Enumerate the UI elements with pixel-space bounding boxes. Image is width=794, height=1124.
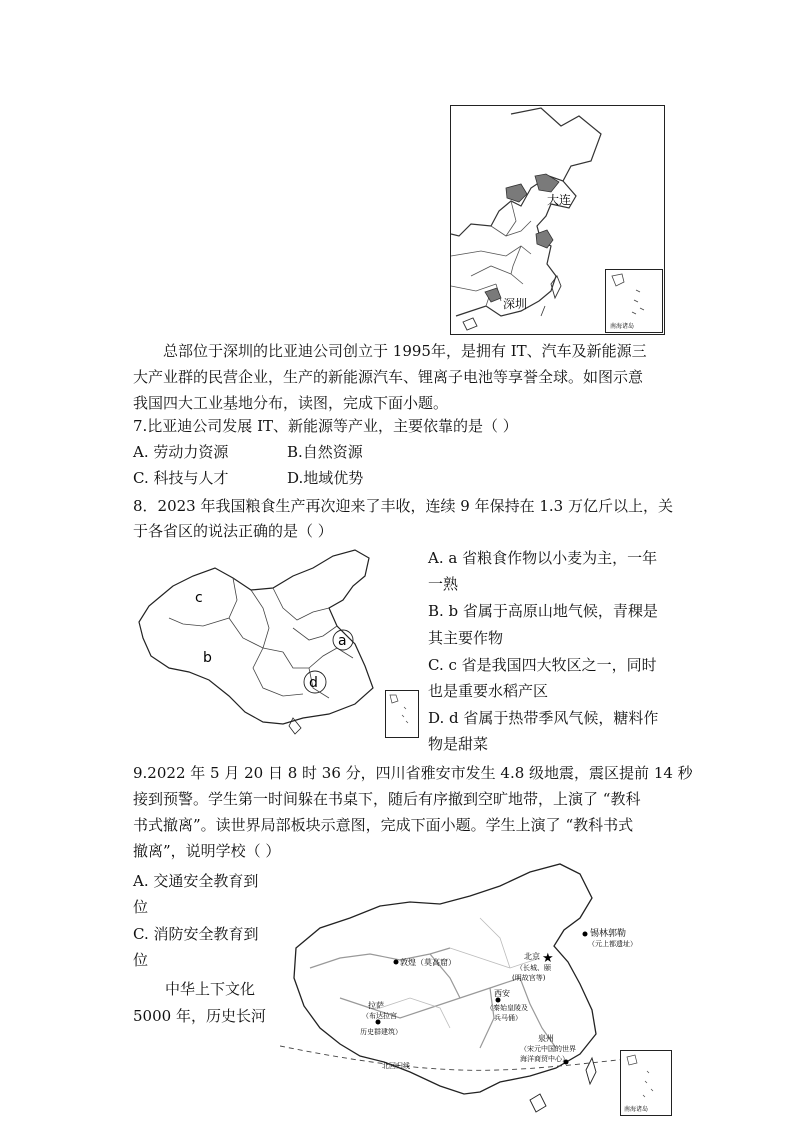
heritage-site-map [280, 858, 672, 1120]
fragment-line-1: 中华上下文化 [165, 980, 256, 998]
inset-label: 南海诸岛 [624, 1106, 649, 1113]
label-dalian: 大连 [547, 193, 572, 207]
label-quanzhou: 泉州 [538, 1034, 554, 1043]
hainan-island [463, 318, 477, 330]
hainan-island [530, 1094, 546, 1112]
q9-stem-line-1: 9.2022 年 5 月 20 日 8 时 36 分，四川省雅安市发生 4.8 级地震，震区提前 14 秒 [133, 764, 693, 782]
label-lasa-note-2: 历史群建筑） [360, 1028, 402, 1036]
q9-stem-line-4: 撤离”，说明学校（ ） [133, 842, 281, 860]
label-quanzhou-note-2: 海洋商贸中心） [520, 1055, 569, 1063]
q8-option-c-line-1[interactable]: C. c 省是我国四大牧区之一，同时 [428, 656, 657, 674]
q7-stem: 7.比亚迪公司发展 IT、新能源等产业，主要依靠的是（ ） [133, 417, 518, 435]
tropic-of-cancer [280, 1046, 672, 1070]
province-label-c: c [195, 590, 203, 606]
base-zhujiang [485, 288, 501, 302]
q7-option-d[interactable]: D.地域优势 [287, 469, 364, 487]
q8-option-b-line-1[interactable]: B. b 省属于高原山地气候，青稞是 [428, 602, 658, 620]
fragment-line-2: 5000 年，历史长河 [133, 1007, 266, 1025]
province-label-d: d [309, 675, 318, 691]
q8-option-a-line-1[interactable]: A. a 省粮食作物以小麦为主，一年 [428, 549, 658, 567]
label-beijing-note-1: （长城、颐 [516, 964, 551, 972]
q9-stem-line-3: 书式撤离”。读世界局部板块示意图，完成下面小题。学生上演了 “教科书式 [133, 816, 634, 834]
label-dunhuang: 敦煌（莫高窟） [400, 958, 456, 967]
inset-label: 南海诸岛 [610, 323, 635, 330]
q9-option-a-line-1[interactable]: A. 交通安全教育到 [133, 872, 259, 890]
industrial-base-map [450, 105, 665, 335]
q9-stem-line-2: 接到预警。学生第一时间躲在书桌下，随后有序撤到空旷地带，上演了 “教科 [133, 790, 641, 808]
label-lasa-note-1: （布达拉宫 [362, 1012, 397, 1020]
base-jingjintang [506, 184, 527, 202]
q7-option-b[interactable]: B.自然资源 [287, 443, 363, 461]
q9-option-c-line-2: 位 [133, 951, 149, 969]
base-liaozhongnan [535, 174, 559, 192]
label-beijing: 北京 [524, 952, 540, 961]
intro-line-1: 总部位于深圳的比亚迪公司创立于 1995年，是拥有 IT、汽车及新能源三 [163, 342, 647, 360]
q8-option-d-line-2: 物是甜菜 [428, 735, 489, 753]
label-shenzhen: 深圳 [503, 297, 528, 311]
china-map-inset [385, 690, 419, 738]
label-xian-note-2: 兵马俑） [494, 1014, 522, 1022]
site-marker-lasa [376, 1020, 381, 1025]
q9-option-a-line-2: 位 [133, 898, 149, 916]
intro-line-2: 大产业群的民营企业，生产的新能源汽车、锂离子电池等享誉全球。如图示意 [133, 368, 644, 386]
china-province-map [133, 548, 423, 740]
heritage-map-inset [620, 1050, 672, 1116]
label-xilinguole-note: （元上都遗址） [588, 940, 637, 948]
q8-option-c-line-2: 也是重要水稻产区 [428, 682, 549, 700]
q8-option-a-line-2: 一熟 [428, 575, 459, 593]
province-label-a: a [338, 633, 347, 649]
q8-option-d-line-1[interactable]: D. d 省属于热带季风气候，糖料作 [428, 709, 659, 727]
border-north [451, 108, 601, 236]
label-quanzhou-note-1: （宋元中国的世界 [520, 1045, 576, 1053]
taiwan-island [586, 1058, 596, 1084]
label-xilinguole: 锡林郭勒 [590, 929, 627, 939]
hainan-island [289, 718, 301, 734]
q8-stem-line-2: 于各省区的说法正确的是（ ） [133, 522, 333, 540]
label-xian: 西安 [494, 989, 510, 998]
site-marker-xian [496, 998, 501, 1003]
label-xian-note-1: （秦始皇陵及 [486, 1004, 528, 1012]
label-lasa: 拉萨 [368, 1001, 384, 1010]
q7-option-a[interactable]: A. 劳动力资源 [133, 443, 229, 461]
q9-option-c-line-1[interactable]: C. 消防安全教育到 [133, 925, 259, 943]
q7-option-c[interactable]: C. 科技与人才 [133, 469, 229, 487]
q8-option-b-line-2: 其主要作物 [428, 629, 504, 647]
south-china-sea-inset [605, 269, 663, 333]
province-label-b: b [203, 650, 212, 666]
capital-star-icon: ★ [542, 951, 554, 966]
q8-stem-line-1: 8．2023 年我国粮食生产再次迎来了丰收，连续 9 年保持在 1.3 万亿斤以上，关 [133, 497, 673, 515]
site-marker-dunhuang [394, 960, 399, 965]
intro-line-3: 我国四大工业基地分布，读图，完成下面小题。 [133, 394, 449, 412]
label-tropic-of-cancer: 北回归线 [382, 1062, 410, 1070]
site-marker-xilinguole [583, 932, 588, 937]
label-beijing-note-2: (明故宫等) [512, 974, 546, 982]
